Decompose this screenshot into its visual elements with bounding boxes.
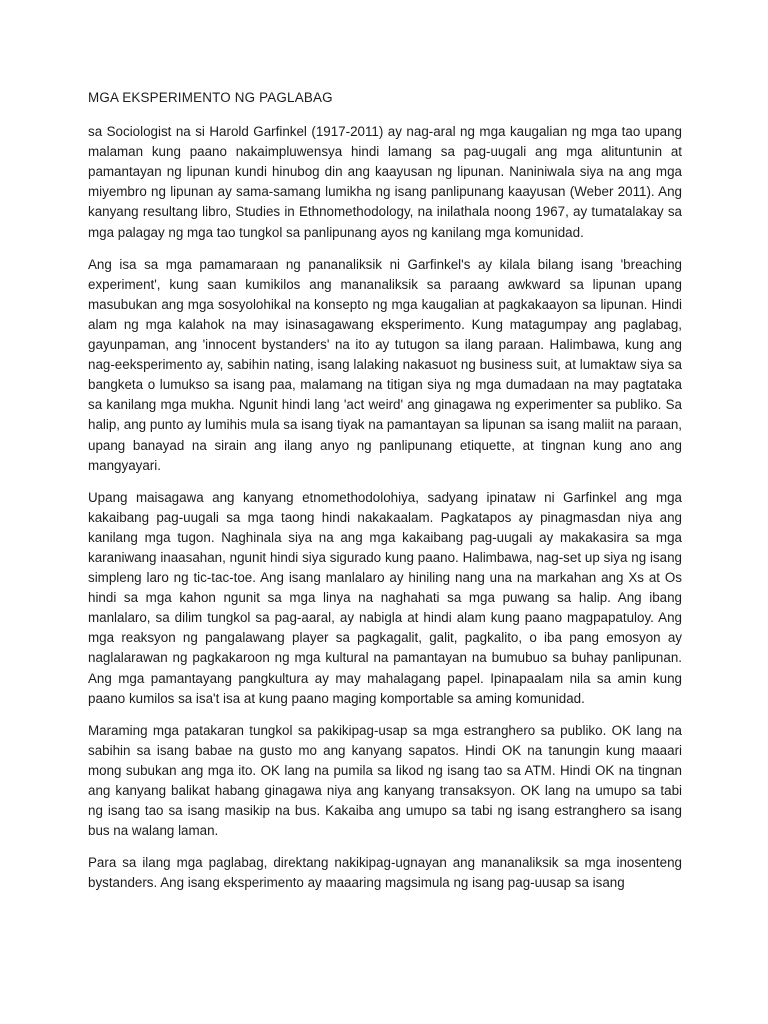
paragraph-5: Para sa ilang mga paglabag, direktang nakikipag-ugnayan ang mananaliksik sa mga inosenteng bystanders. Ang isang eksperimento ay maaaring magsimula ng isang pag-uusap sa isang — [88, 855, 682, 891]
document-title: MGA EKSPERIMENTO NG PAGLABAG — [88, 90, 333, 105]
paragraph-1: sa Sociologist na si Harold Garfinkel (1917-2011) ay nag-aral ng mga kaugalian ng mga tao upang malaman kung paano nakaimpluwensya hindi lamang sa pag-uugali ang mga alituntunin at pamantayan ng lipunan kundi hinubog din ang kaayusan ng lipunan. Naniniwala siya na ang mga miyembro ng lipunan ay sama-samang lumikha ng isang panlipunang kaayusan (Weber 2011). Ang kanyang resultang libro, Studies in Ethnomethodology, na inilathala noong 1967, ay tumatalakay sa mga palagay ng mga tao tungkol sa panlipunang ayos ng kanilang mga komunidad. — [88, 124, 682, 240]
paragraph-2: Ang isa sa mga pamamaraan ng pananaliksik ni Garfinkel's ay kilala bilang isang 'breaching experiment', kung saan kumikilos ang mananaliksik sa paraang awkward sa lipunan upang masubukan ang mga sosyolohikal na konsepto ng mga kaugalian at pagkakaayon sa lipunan. Hindi alam ng mga kalahok na may isinasagawang eksperimento. Kung matagumpay ang paglabag, gayunpaman, ang 'innocent bystanders' na ito ay tutugon sa ilang paraan. Halimbawa, kung ang nag-eeksperimento ay, sabihin nating, isang lalaking nakasuot ng business suit, at lumaktaw siya sa bangketa o lumukso sa isang paa, malamang na titigan siya ng mga dumadaan na may pagtataka sa kanilang mga mukha. Ngunit hindi lang 'act weird' ang ginagawa ng experimenter sa publiko. Sa halip, ang punto ay lumihis mula sa isang tiyak na pamantayan sa lipunan sa isang maliit na paraan, upang banayad na sirain ang ilang anyo ng panlipunang etiquette, at tingnan kung ano ang mangyayari. — [88, 256, 682, 473]
paragraph-3: Upang maisagawa ang kanyang etnomethodolohiya, sadyang ipinataw ni Garfinkel ang mga kakaibang pag-uugali sa mga taong hindi nakakaalam. Pagkatapos ay pinagmasdan niya ang kanilang mga tugon. Naghinala siya na ang mga kakaibang pag-uugali ay makakasira sa mga karaniwang inaasahan, ngunit hindi siya sigurado kung paano. Halimbawa, nag-set up siya ng isang simpleng laro ng tic-tac-toe. Ang isang manlalaro ay hiniling nang una na markahan ang Xs at Os hindi sa mga kahon ngunit sa mga linya na naghahati sa mga puwang sa halip. Ang ibang manlalaro, sa dilim tungkol sa pag-aaral, ay nabigla at hindi alam kung paano magpapatuloy. Ang mga reaksyon ng pangalawang player sa pagkagalit, galit, pagkalito, o iba pang emosyon ay naglalarawan ng pagkakaroon ng mga kultural na pamantayan na bumubuo sa buhay panlipunan. Ang mga pamantayang pangkultura ay may mahalagang papel. Ipinapaalam nila sa amin kung paano kumilos sa isa't isa at kung paano maging komportable sa aming komunidad. — [88, 489, 682, 706]
document-page — [88, 88, 682, 905]
paragraph-4: Maraming mga patakaran tungkol sa pakikipag-usap sa mga estranghero sa publiko. OK lang na sabihin sa isang babae na gusto mo ang kanyang sapatos. Hindi OK na tanungin kung maaari mong subukan ang mga ito. OK lang na pumila sa likod ng isang tao sa ATM. Hindi OK na tingnan ang kanyang balikat habang ginagawa niya ang kanyang transaksyon. OK lang na umupo sa tabi ng isang tao sa isang masikip na bus. Kakaiba ang umupo sa tabi ng isang estranghero sa isang bus na walang laman. — [88, 722, 682, 839]
